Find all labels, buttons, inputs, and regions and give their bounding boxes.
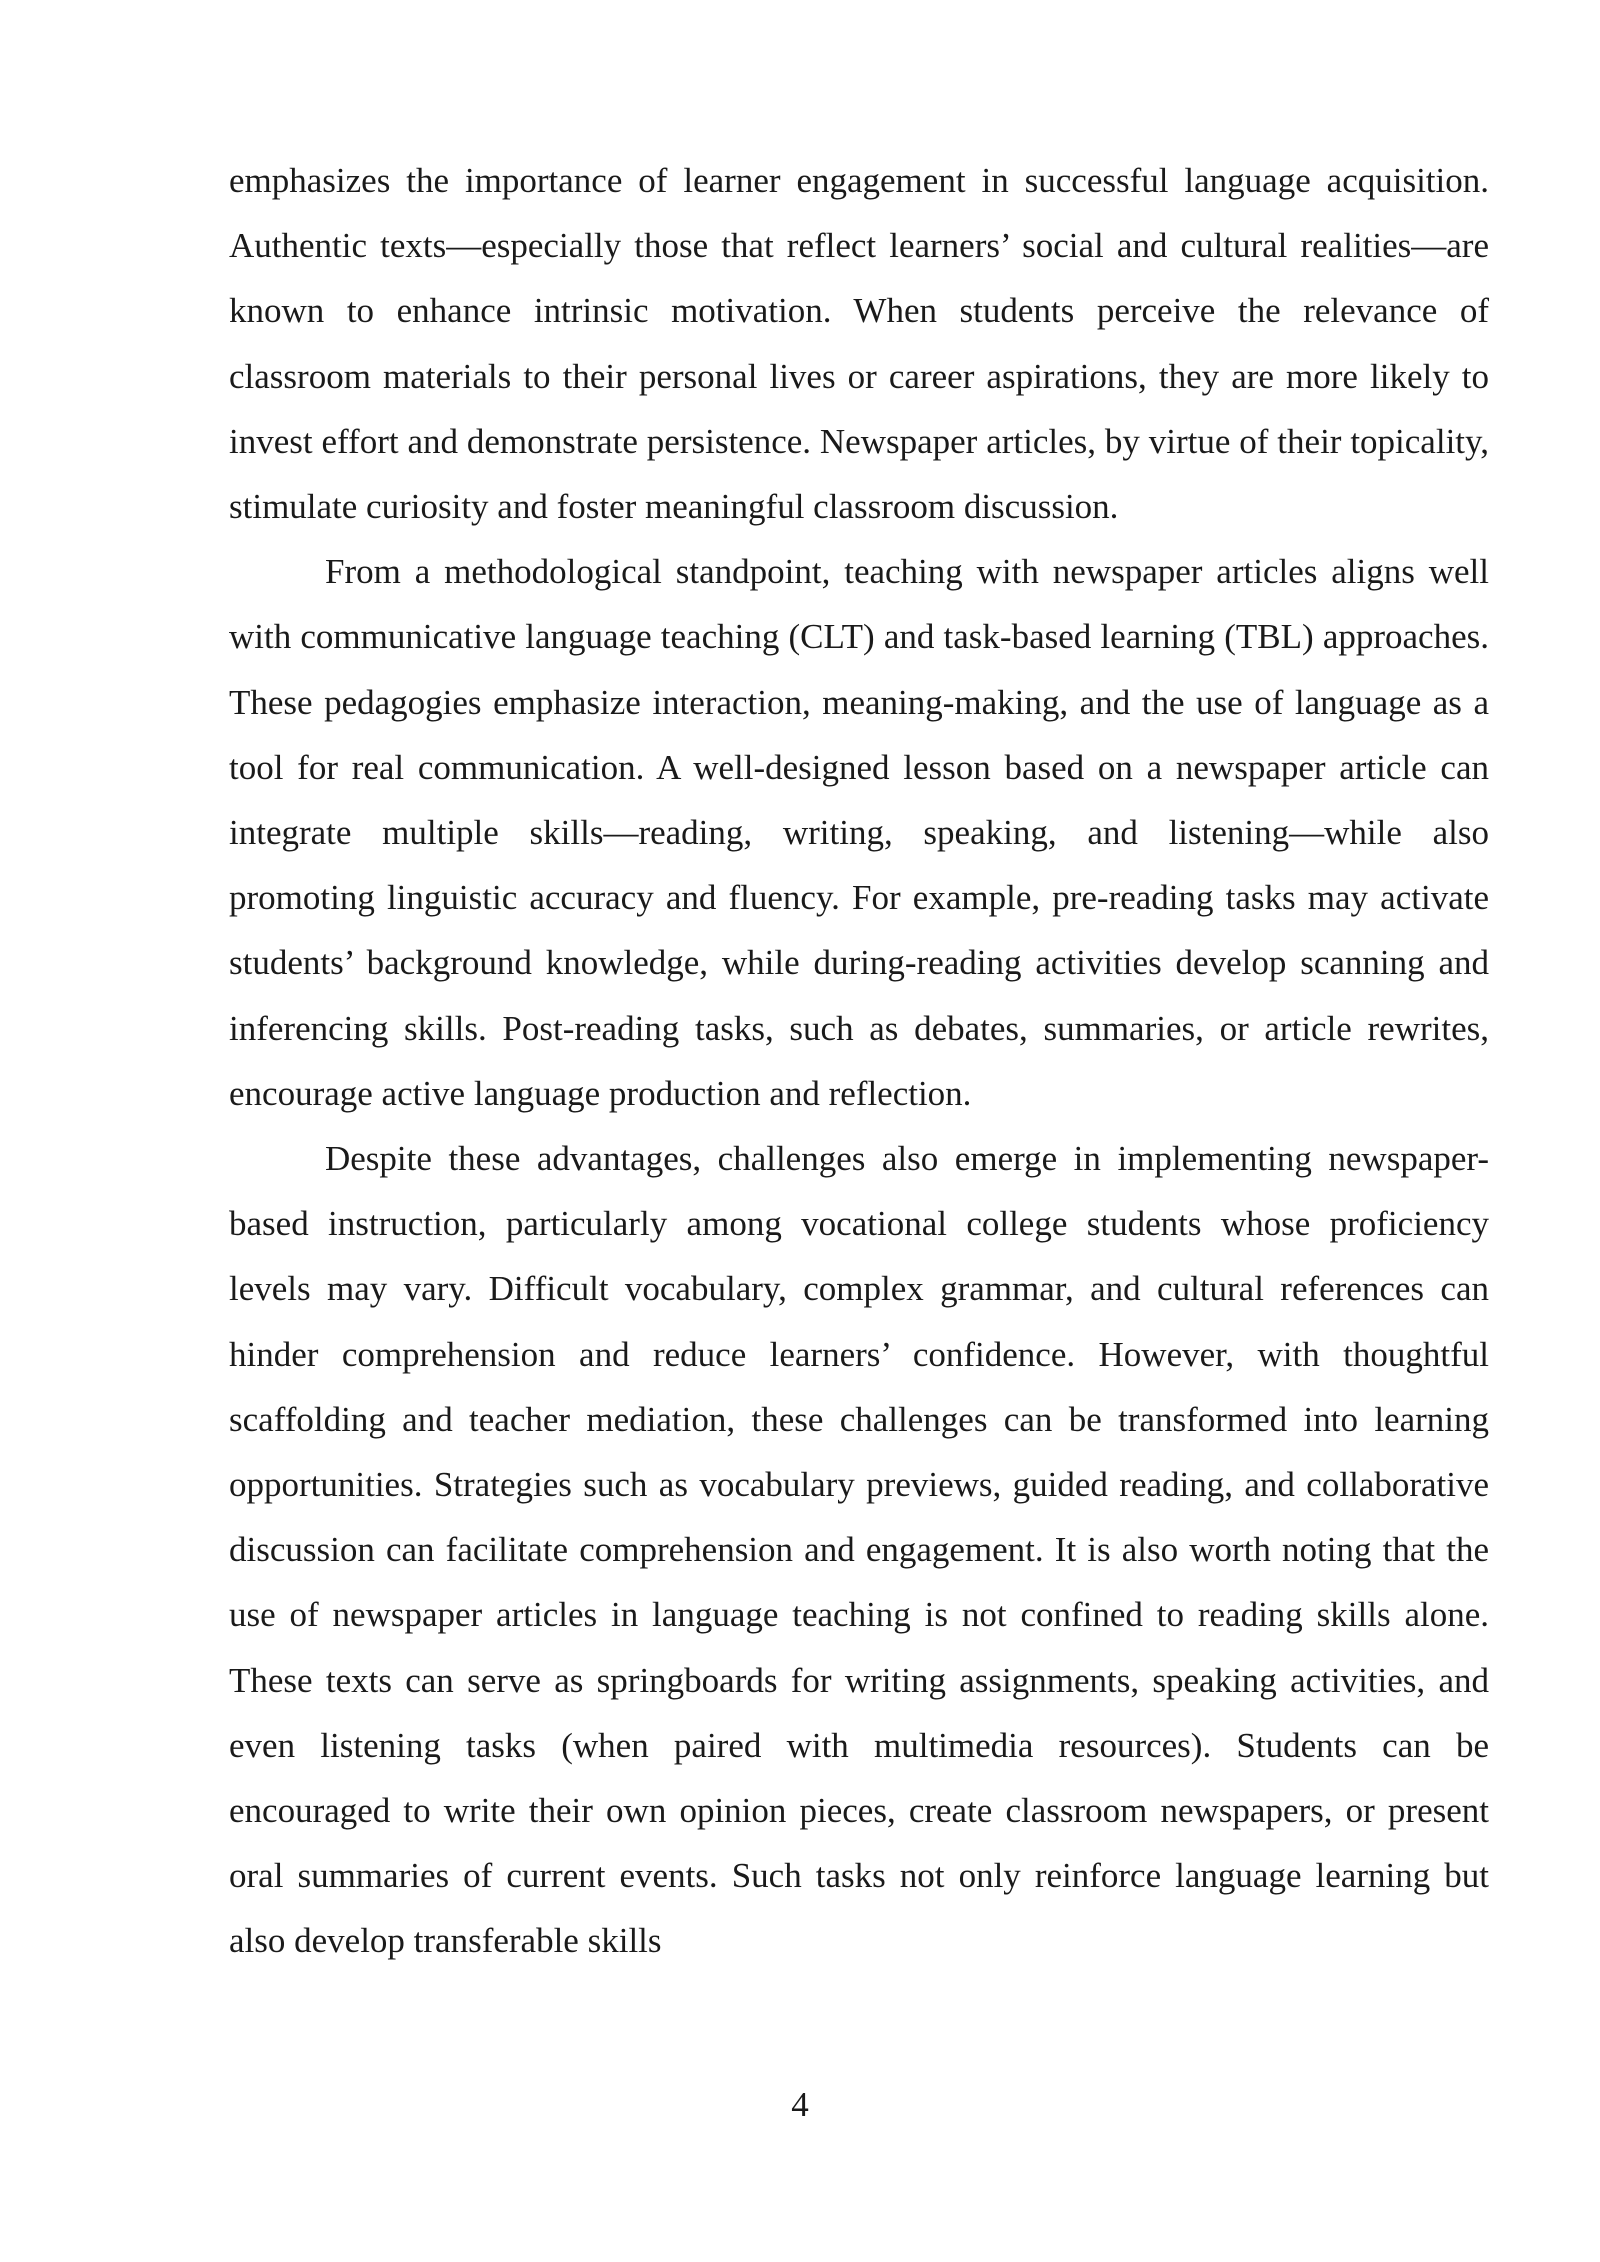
paragraph-methodology: From a methodological standpoint, teaching with newspaper articles aligns well with communicative language teaching (CLT) and task-based learning (TBL) approaches. These pedagogies emphasize interaction, meaning-making, and the use of language as a tool for real communication. A well-designed lesson based on a newspaper article can integrate multiple skills—reading, writing, speaking, and listening—while also promoting linguistic accuracy and fluency. For example, pre-reading tasks may activate students’ background knowledge, while during-reading activities develop scanning and inferencing skills. Post-reading tasks, such as debates, summaries, or article rewrites, encourage active language production and reflection. — [229, 552, 1489, 1113]
paragraph-continuation: emphasizes the importance of learner engagement in successful language acquisition. Authentic texts—especially those that reflect learners’ social and cultural realities—are known to enhance intrinsic motivation. When students perceive the relevance of classroom materials to their personal lives or career aspirations, they are more likely to invest effort and demonstrate persistence. Newspaper articles, by virtue of their topicality, stimulate curiosity and foster meaningful classroom discussion. — [229, 161, 1489, 527]
page-number: 4 — [791, 2085, 809, 2124]
body-text — [229, 148, 1489, 1974]
paragraph-challenges: Despite these advantages, challenges also emerge in implementing newspaper-based instruction, particularly among vocational college students whose proficiency levels may vary. Difficult vocabulary, complex grammar, and cultural references can hinder comprehension and reduce learners’ confidence. However, with thoughtful scaffolding and teacher mediation, these challenges can be transformed into learning opportunities. Strategies such as vocabulary previews, guided reading, and collaborative discussion can facilitate comprehension and engagement. It is also worth noting that the use of newspaper articles in language teaching is not confined to reading skills alone. These texts can serve as springboards for writing assignments, speaking activities, and even listening tasks (when paired with multimedia resources). Students can be encouraged to write their own opinion pieces, create classroom newspapers, or present oral summaries of current events. Such tasks not only reinforce language learning but also develop transferable skills — [229, 1139, 1489, 1961]
